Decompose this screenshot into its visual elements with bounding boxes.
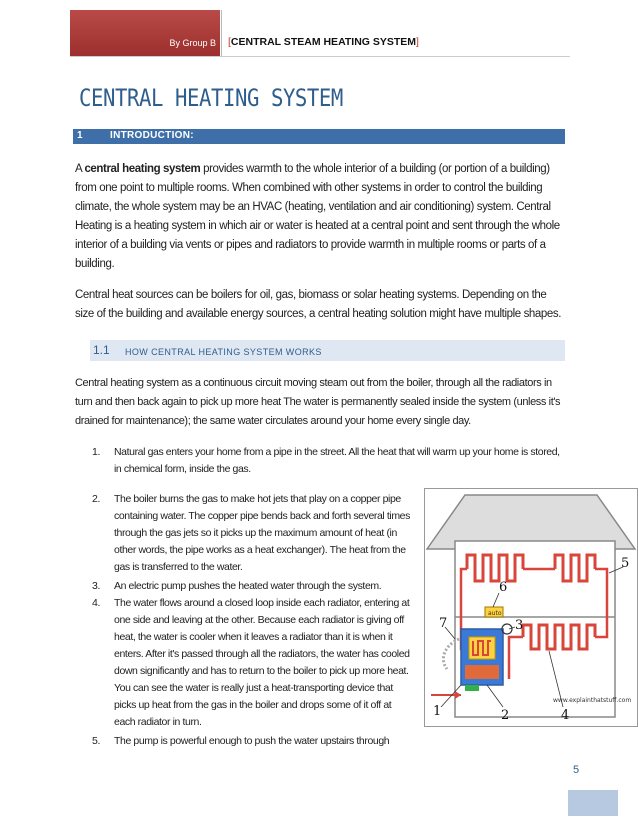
gas-jets — [465, 665, 499, 679]
header-author: By Group B — [169, 38, 216, 48]
diagram-label-1: 1 — [433, 704, 442, 719]
diagram-label-4: 4 — [561, 708, 570, 723]
section-number: 1 — [77, 130, 83, 141]
header-rule — [70, 56, 570, 57]
central-heating-diagram — [424, 488, 638, 727]
heating-diagram-svg — [425, 489, 637, 726]
intro-paragraph-2: Central heat sources can be boilers for oil, gas, biomass or solar heating systems. Depending on the size of the building and available energy sources, a central heating solution might have multiple shapes. — [75, 289, 562, 320]
boiler-auto-label: auto — [488, 610, 502, 617]
header-color-block — [70, 10, 220, 56]
subsection-heading: HOW CENTRAL HEATING SYSTEM WORKS — [125, 347, 322, 357]
page-corner-decoration — [568, 790, 618, 816]
diagram-credit: www.explainthatstuff.com — [553, 697, 632, 704]
intro-bold-term: central heating system — [84, 163, 201, 175]
page-number: 5 — [573, 764, 580, 776]
page-title: CENTRAL HEATING SYSTEM — [79, 84, 343, 112]
how-it-works-paragraph: Central heating system as a continuous circuit moving steam out from the boiler, through all the radiators in turn and then back again to pick up more heat The water is permanently sealed inside the system (unless it's drained for maintenance); the same water circulates around your home every single day. — [75, 377, 561, 427]
diagram-label-6: 6 — [499, 580, 508, 595]
diagram-label-7: 7 — [439, 616, 448, 631]
section-heading: INTRODUCTION: — [110, 130, 194, 141]
diagram-label-3: 3 — [515, 618, 524, 633]
intro-paragraph-1: A central heating system provides warmth to the whole interior of a building (or portion of a building) from one point to multiple rooms. When combined with other systems in order to control the building climate, the whole system may be an HVAC (heating, ventilation and air conditioning) system. Central Heating is a heating system in which air or water is heated at a central point and sent through the whole interior of a building via vents or pipes and radiators to provide warmth in multiple rooms or parts of a building. — [75, 163, 560, 270]
subsection-number: 1.1 — [93, 343, 110, 357]
header-divider — [221, 10, 222, 56]
gas-valve — [465, 685, 479, 691]
header-title: [CENTRAL STEAM HEATING SYSTEM] — [228, 36, 419, 48]
diagram-label-5: 5 — [621, 556, 630, 571]
diagram-label-2: 2 — [501, 708, 510, 723]
